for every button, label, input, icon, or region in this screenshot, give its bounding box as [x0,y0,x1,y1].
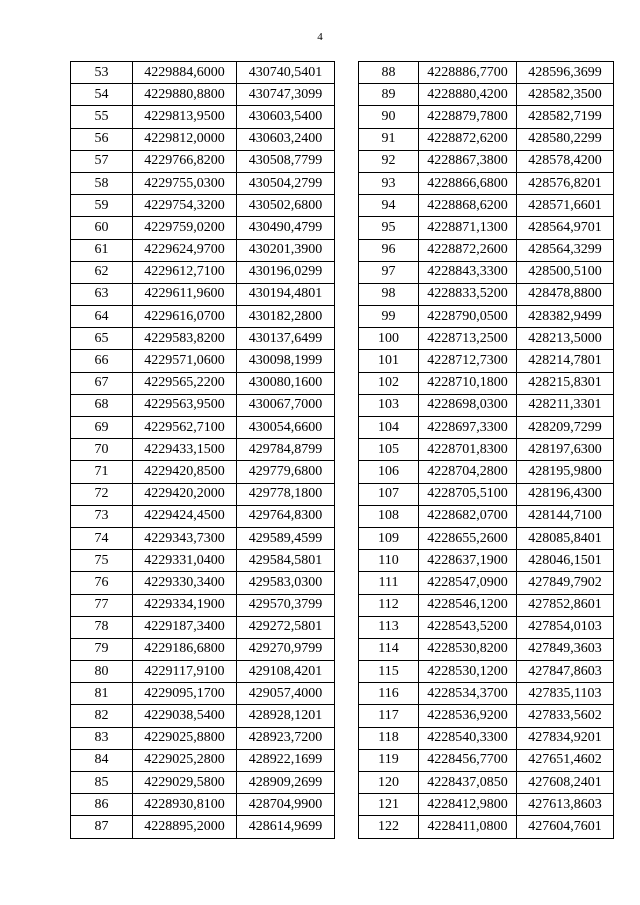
x-coordinate-cell: 4228705,5100 [419,483,517,505]
point-number-cell: 57 [71,150,133,172]
y-coordinate-cell: 428614,9699 [237,816,335,838]
table-row [71,239,335,261]
table-row [71,661,335,683]
point-number-cell: 77 [71,594,133,616]
point-number-cell: 63 [71,283,133,305]
table-row [359,572,614,594]
table-row [359,705,614,727]
x-coordinate-cell: 4228536,9200 [419,705,517,727]
y-coordinate-cell: 430508,7799 [237,150,335,172]
x-coordinate-cell: 4228868,6200 [419,195,517,217]
point-number-cell: 100 [359,328,419,350]
x-coordinate-cell: 4228872,6200 [419,128,517,150]
y-coordinate-cell: 430196,0299 [237,261,335,283]
table-row [71,772,335,794]
x-coordinate-cell: 4229611,9600 [133,283,237,305]
point-number-cell: 71 [71,461,133,483]
point-number-cell: 87 [71,816,133,838]
point-number-cell: 99 [359,306,419,328]
x-coordinate-cell: 4228710,1800 [419,372,517,394]
point-number-cell: 60 [71,217,133,239]
point-number-cell: 111 [359,572,419,594]
point-number-cell: 106 [359,461,419,483]
table-row [71,527,335,549]
y-coordinate-cell: 427849,7902 [517,572,614,594]
point-number-cell: 94 [359,195,419,217]
y-coordinate-cell: 428197,6300 [517,439,614,461]
table-row [359,394,614,416]
y-coordinate-cell: 427852,8601 [517,594,614,616]
x-coordinate-cell: 4228534,3700 [419,683,517,705]
point-number-cell: 86 [71,794,133,816]
y-coordinate-cell: 428576,8201 [517,172,614,194]
y-coordinate-cell: 427834,9201 [517,727,614,749]
table-row [71,705,335,727]
table-row [71,328,335,350]
point-number-cell: 56 [71,128,133,150]
table-row [71,794,335,816]
table-row [359,350,614,372]
y-coordinate-cell: 427854,0103 [517,616,614,638]
x-coordinate-cell: 4229343,7300 [133,527,237,549]
table-row [71,394,335,416]
y-coordinate-cell: 428046,1501 [517,550,614,572]
table-row [359,195,614,217]
table-row [71,150,335,172]
x-coordinate-cell: 4228833,5200 [419,283,517,305]
point-number-cell: 58 [71,172,133,194]
point-number-cell: 79 [71,638,133,660]
x-coordinate-cell: 4229420,2000 [133,483,237,505]
point-number-cell: 76 [71,572,133,594]
x-coordinate-cell: 4228698,0300 [419,394,517,416]
table-row [359,527,614,549]
y-coordinate-cell: 429589,4599 [237,527,335,549]
point-number-cell: 116 [359,683,419,705]
x-coordinate-cell: 4228712,7300 [419,350,517,372]
point-number-cell: 55 [71,106,133,128]
x-coordinate-cell: 4228713,2500 [419,328,517,350]
x-coordinate-cell: 4228412,9800 [419,794,517,816]
x-coordinate-cell: 4229334,1900 [133,594,237,616]
x-coordinate-cell: 4229424,4500 [133,505,237,527]
x-coordinate-cell: 4228697,3300 [419,417,517,439]
x-coordinate-cell: 4229616,0700 [133,306,237,328]
table-row [359,261,614,283]
point-number-cell: 101 [359,350,419,372]
point-number-cell: 112 [359,594,419,616]
point-number-cell: 113 [359,616,419,638]
x-coordinate-cell: 4229766,8200 [133,150,237,172]
table-row [359,483,614,505]
coordinates-table-right [358,61,614,839]
table-row [359,683,614,705]
x-coordinate-cell: 4229330,3400 [133,572,237,594]
y-coordinate-cell: 428215,8301 [517,372,614,394]
point-number-cell: 117 [359,705,419,727]
point-number-cell: 107 [359,483,419,505]
point-number-cell: 98 [359,283,419,305]
y-coordinate-cell: 427608,2401 [517,772,614,794]
table-row [71,172,335,194]
point-number-cell: 80 [71,661,133,683]
y-coordinate-cell: 429057,4000 [237,683,335,705]
point-number-cell: 65 [71,328,133,350]
y-coordinate-cell: 427833,5602 [517,705,614,727]
y-coordinate-cell: 428085,8401 [517,527,614,549]
y-coordinate-cell: 428196,4300 [517,483,614,505]
x-coordinate-cell: 4229884,6000 [133,62,237,84]
point-number-cell: 54 [71,84,133,106]
point-number-cell: 67 [71,372,133,394]
point-number-cell: 59 [71,195,133,217]
table-row [71,461,335,483]
y-coordinate-cell: 428582,3500 [517,84,614,106]
point-number-cell: 92 [359,150,419,172]
table-row [359,638,614,660]
y-coordinate-cell: 428564,9701 [517,217,614,239]
point-number-cell: 115 [359,661,419,683]
y-coordinate-cell: 428571,6601 [517,195,614,217]
y-coordinate-cell: 430054,6600 [237,417,335,439]
x-coordinate-cell: 4229025,8800 [133,727,237,749]
y-coordinate-cell: 429764,8300 [237,505,335,527]
point-number-cell: 105 [359,439,419,461]
x-coordinate-cell: 4229880,8800 [133,84,237,106]
point-number-cell: 119 [359,749,419,771]
point-number-cell: 82 [71,705,133,727]
x-coordinate-cell: 4229612,7100 [133,261,237,283]
x-coordinate-cell: 4229117,9100 [133,661,237,683]
x-coordinate-cell: 4228701,8300 [419,439,517,461]
y-coordinate-cell: 428382,9499 [517,306,614,328]
table-row [71,638,335,660]
table-row [71,128,335,150]
point-number-cell: 91 [359,128,419,150]
point-number-cell: 89 [359,84,419,106]
table-row [71,683,335,705]
y-coordinate-cell: 428578,4200 [517,150,614,172]
y-coordinate-cell: 428923,7200 [237,727,335,749]
table-row [71,727,335,749]
point-number-cell: 118 [359,727,419,749]
x-coordinate-cell: 4229186,6800 [133,638,237,660]
y-coordinate-cell: 430182,2800 [237,306,335,328]
table-row [359,661,614,683]
x-coordinate-cell: 4229563,9500 [133,394,237,416]
table-row [71,505,335,527]
x-coordinate-cell: 4228866,6800 [419,172,517,194]
table-row [71,84,335,106]
x-coordinate-cell: 4228530,1200 [419,661,517,683]
x-coordinate-cell: 4229433,1500 [133,439,237,461]
y-coordinate-cell: 430067,7000 [237,394,335,416]
y-coordinate-cell: 428209,7299 [517,417,614,439]
x-coordinate-cell: 4229565,2200 [133,372,237,394]
table-row [359,283,614,305]
y-coordinate-cell: 430490,4799 [237,217,335,239]
y-coordinate-cell: 429583,0300 [237,572,335,594]
y-coordinate-cell: 429108,4201 [237,661,335,683]
y-coordinate-cell: 430740,5401 [237,62,335,84]
y-coordinate-cell: 427604,7601 [517,816,614,838]
x-coordinate-cell: 4228456,7700 [419,749,517,771]
x-coordinate-cell: 4229187,3400 [133,616,237,638]
table-row [71,261,335,283]
x-coordinate-cell: 4228437,0850 [419,772,517,794]
point-number-cell: 93 [359,172,419,194]
x-coordinate-cell: 4228411,0800 [419,816,517,838]
x-coordinate-cell: 4228637,1900 [419,550,517,572]
table-row [359,616,614,638]
y-coordinate-cell: 430098,1999 [237,350,335,372]
table-row [71,417,335,439]
point-number-cell: 90 [359,106,419,128]
point-number-cell: 109 [359,527,419,549]
point-number-cell: 103 [359,394,419,416]
x-coordinate-cell: 4228886,7700 [419,62,517,84]
table-row [359,772,614,794]
table-row [359,461,614,483]
point-number-cell: 73 [71,505,133,527]
x-coordinate-cell: 4228843,3300 [419,261,517,283]
y-coordinate-cell: 430502,6800 [237,195,335,217]
table-row [359,749,614,771]
y-coordinate-cell: 428195,9800 [517,461,614,483]
y-coordinate-cell: 428214,7801 [517,350,614,372]
y-coordinate-cell: 428704,9900 [237,794,335,816]
table-row [71,483,335,505]
table-row [71,439,335,461]
y-coordinate-cell: 428580,2299 [517,128,614,150]
y-coordinate-cell: 429570,3799 [237,594,335,616]
x-coordinate-cell: 4228867,3800 [419,150,517,172]
point-number-cell: 75 [71,550,133,572]
table-row [71,350,335,372]
table-row [359,328,614,350]
y-coordinate-cell: 429270,9799 [237,638,335,660]
x-coordinate-cell: 4228880,4200 [419,84,517,106]
y-coordinate-cell: 428909,2699 [237,772,335,794]
table-row [359,439,614,461]
y-coordinate-cell: 429784,8799 [237,439,335,461]
x-coordinate-cell: 4228547,0900 [419,572,517,594]
x-coordinate-cell: 4229755,0300 [133,172,237,194]
table-row [359,150,614,172]
y-coordinate-cell: 428564,3299 [517,239,614,261]
table-row [71,550,335,572]
point-number-cell: 95 [359,217,419,239]
table-row [359,816,614,838]
y-coordinate-cell: 427613,8603 [517,794,614,816]
point-number-cell: 88 [359,62,419,84]
point-number-cell: 72 [71,483,133,505]
x-coordinate-cell: 4228682,0700 [419,505,517,527]
x-coordinate-cell: 4229624,9700 [133,239,237,261]
x-coordinate-cell: 4228879,7800 [419,106,517,128]
y-coordinate-cell: 428922,1699 [237,749,335,771]
point-number-cell: 97 [359,261,419,283]
point-number-cell: 78 [71,616,133,638]
table-row [359,306,614,328]
y-coordinate-cell: 429779,6800 [237,461,335,483]
y-coordinate-cell: 430201,3900 [237,239,335,261]
x-coordinate-cell: 4229583,8200 [133,328,237,350]
y-coordinate-cell: 429584,5801 [237,550,335,572]
x-coordinate-cell: 4229038,5400 [133,705,237,727]
x-coordinate-cell: 4228655,2600 [419,527,517,549]
y-coordinate-cell: 427835,1103 [517,683,614,705]
point-number-cell: 83 [71,727,133,749]
point-number-cell: 85 [71,772,133,794]
x-coordinate-cell: 4228543,5200 [419,616,517,638]
x-coordinate-cell: 4229420,8500 [133,461,237,483]
x-coordinate-cell: 4229571,0600 [133,350,237,372]
table-row [71,306,335,328]
x-coordinate-cell: 4229331,0400 [133,550,237,572]
table-row [359,128,614,150]
x-coordinate-cell: 4228546,1200 [419,594,517,616]
x-coordinate-cell: 4229025,2800 [133,749,237,771]
point-number-cell: 114 [359,638,419,660]
point-number-cell: 108 [359,505,419,527]
x-coordinate-cell: 4229754,3200 [133,195,237,217]
x-coordinate-cell: 4228530,8200 [419,638,517,660]
point-number-cell: 62 [71,261,133,283]
point-number-cell: 96 [359,239,419,261]
y-coordinate-cell: 429778,1800 [237,483,335,505]
point-number-cell: 110 [359,550,419,572]
point-number-cell: 53 [71,62,133,84]
x-coordinate-cell: 4229813,9500 [133,106,237,128]
x-coordinate-cell: 4228895,2000 [133,816,237,838]
y-coordinate-cell: 430080,1600 [237,372,335,394]
y-coordinate-cell: 430504,2799 [237,172,335,194]
y-coordinate-cell: 430603,5400 [237,106,335,128]
x-coordinate-cell: 4229095,1700 [133,683,237,705]
table-row [359,550,614,572]
point-number-cell: 84 [71,749,133,771]
table-row [359,794,614,816]
x-coordinate-cell: 4228871,1300 [419,217,517,239]
table-row [359,172,614,194]
table-row [71,283,335,305]
y-coordinate-cell: 428144,7100 [517,505,614,527]
point-number-cell: 64 [71,306,133,328]
x-coordinate-cell: 4228540,3300 [419,727,517,749]
table-row [71,195,335,217]
y-coordinate-cell: 429272,5801 [237,616,335,638]
y-coordinate-cell: 427847,8603 [517,661,614,683]
point-number-cell: 61 [71,239,133,261]
table-row [359,217,614,239]
table-row [71,594,335,616]
table-row [359,239,614,261]
y-coordinate-cell: 428211,3301 [517,394,614,416]
y-coordinate-cell: 428596,3699 [517,62,614,84]
point-number-cell: 70 [71,439,133,461]
table-row [359,505,614,527]
table-row [71,749,335,771]
point-number-cell: 122 [359,816,419,838]
x-coordinate-cell: 4229759,0200 [133,217,237,239]
table-row [359,417,614,439]
table-row [71,62,335,84]
y-coordinate-cell: 427849,3603 [517,638,614,660]
table-row [359,62,614,84]
y-coordinate-cell: 428928,1201 [237,705,335,727]
point-number-cell: 102 [359,372,419,394]
point-number-cell: 121 [359,794,419,816]
x-coordinate-cell: 4228930,8100 [133,794,237,816]
y-coordinate-cell: 430747,3099 [237,84,335,106]
point-number-cell: 120 [359,772,419,794]
table-row [359,84,614,106]
y-coordinate-cell: 428478,8800 [517,283,614,305]
point-number-cell: 66 [71,350,133,372]
table-row [359,106,614,128]
y-coordinate-cell: 430137,6499 [237,328,335,350]
y-coordinate-cell: 427651,4602 [517,749,614,771]
table-row [71,106,335,128]
point-number-cell: 81 [71,683,133,705]
table-row [359,594,614,616]
table-row [359,372,614,394]
y-coordinate-cell: 430194,4801 [237,283,335,305]
y-coordinate-cell: 430603,2400 [237,128,335,150]
point-number-cell: 74 [71,527,133,549]
table-row [71,572,335,594]
x-coordinate-cell: 4229812,0000 [133,128,237,150]
table-row [359,727,614,749]
point-number-cell: 104 [359,417,419,439]
point-number-cell: 68 [71,394,133,416]
table-row [71,816,335,838]
point-number-cell: 69 [71,417,133,439]
table-row [71,217,335,239]
x-coordinate-cell: 4228704,2800 [419,461,517,483]
x-coordinate-cell: 4228872,2600 [419,239,517,261]
x-coordinate-cell: 4229029,5800 [133,772,237,794]
y-coordinate-cell: 428500,5100 [517,261,614,283]
x-coordinate-cell: 4229562,7100 [133,417,237,439]
x-coordinate-cell: 4228790,0500 [419,306,517,328]
page-number: 4 [317,31,323,43]
table-row [71,372,335,394]
coordinates-table-left [70,61,335,839]
table-row [71,616,335,638]
y-coordinate-cell: 428213,5000 [517,328,614,350]
y-coordinate-cell: 428582,7199 [517,106,614,128]
